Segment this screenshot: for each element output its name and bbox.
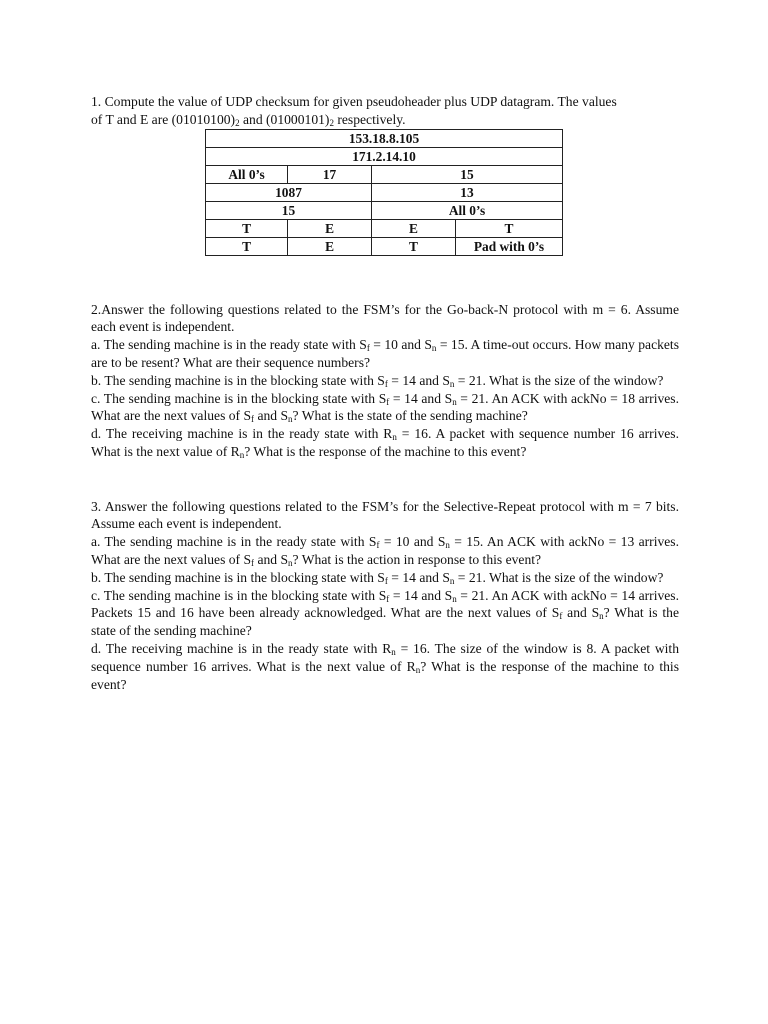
blank-line	[91, 480, 679, 498]
table-cell: T	[206, 237, 288, 255]
question-3-intro: 3. Answer the following questions related to the FSM’s for the Selective-Repeat protocol with m = 7 bits. Assume each event is independent.	[91, 498, 679, 532]
table-cell: T	[455, 219, 562, 237]
question-2-intro: 2.Answer the following questions related to the FSM’s for the Go-back-N protocol with m = 6. Assume each event is independent.	[91, 301, 679, 335]
destination-ip-cell: 171.2.14.10	[206, 147, 563, 165]
question-3b: b. The sending machine is in the blocking state with $S_f = 14$ and $S_n = 21$. What is the size of the window?	[91, 569, 664, 586]
table-row	[206, 165, 563, 183]
question-3d: d. The receiving machine is in the ready state with $R_n = 16$. The size of the window is 8. A packet with sequence number 16 arrives. What is the next value of $R_n$? What is the response of the machine to this event?	[91, 640, 679, 692]
table-cell: 1087	[206, 183, 372, 201]
table-cell: E	[288, 237, 372, 255]
table-cell: T	[206, 219, 288, 237]
question-1-text: 1. Compute the value of UDP checksum for given pseudoheader plus UDP datagram. The values of T and E are $(01010100)_2$ and $(01000101)_2$ respectively.	[91, 94, 617, 128]
question-2c: c. The sending machine is in the blocking state with $S_f = 14$ and $S_n = 21$. An ACK with ackNo = 18 arrives. What are the next values of $S_f$ and $S_n$? What is the state of the sending machine?	[91, 390, 679, 425]
question-2b: b. The sending machine is in the blocking state with $S_f = 14$ and $S_n = 21$. What is the size of the window?	[91, 372, 664, 389]
table-cell: All 0’s	[372, 201, 563, 219]
udp-datagram-table	[205, 129, 563, 256]
table-row	[206, 129, 563, 147]
table-cell: E	[372, 219, 456, 237]
table-row	[206, 201, 563, 219]
table-row	[206, 147, 563, 165]
question-1	[91, 93, 679, 256]
table-cell: 15	[206, 201, 372, 219]
question-3a: a. The sending machine is in the ready state with $S_f = 10$ and $S_n = 15$. An ACK with ackNo = 13 arrives. What are the next values of $S_f$ and $S_n$? What is the action in response to this event?	[91, 534, 679, 568]
question-2d: d. The receiving machine is in the ready state with $R_n = 16$. A packet with sequence number 16 arrives. What is the next value of $R_n$? What is the response of the machine to this event?	[91, 426, 679, 460]
table-cell: All 0’s	[206, 165, 288, 183]
table-cell: T	[372, 237, 456, 255]
table-cell: 13	[372, 183, 563, 201]
question-3	[91, 480, 679, 694]
question-3c: c. The sending machine is in the blocking state with $S_f = 14$ and $S_n = 21$. An ACK with ackNo = 14 arrives. Packets 15 and 16 have been already acknowledged. What are the next values of $S_f$ and $S_n$? What is the state of the sending machine?	[91, 587, 679, 639]
table-cell: Pad with 0’s	[455, 237, 562, 255]
question-2a: a. The sending machine is in the ready state with $S_f = 10$ and $S_n = 15$. A time-out occurs. How many packets are to be resent? What are their sequence numbers?	[91, 337, 679, 370]
source-ip-cell: 153.18.8.105	[206, 129, 563, 147]
table-row	[206, 219, 563, 237]
question-2	[91, 301, 679, 461]
table-cell: 15	[372, 165, 563, 183]
document-page	[91, 93, 679, 693]
table-cell: 17	[288, 165, 372, 183]
table-row	[206, 237, 563, 255]
table-row	[206, 183, 563, 201]
table-cell: E	[288, 219, 372, 237]
